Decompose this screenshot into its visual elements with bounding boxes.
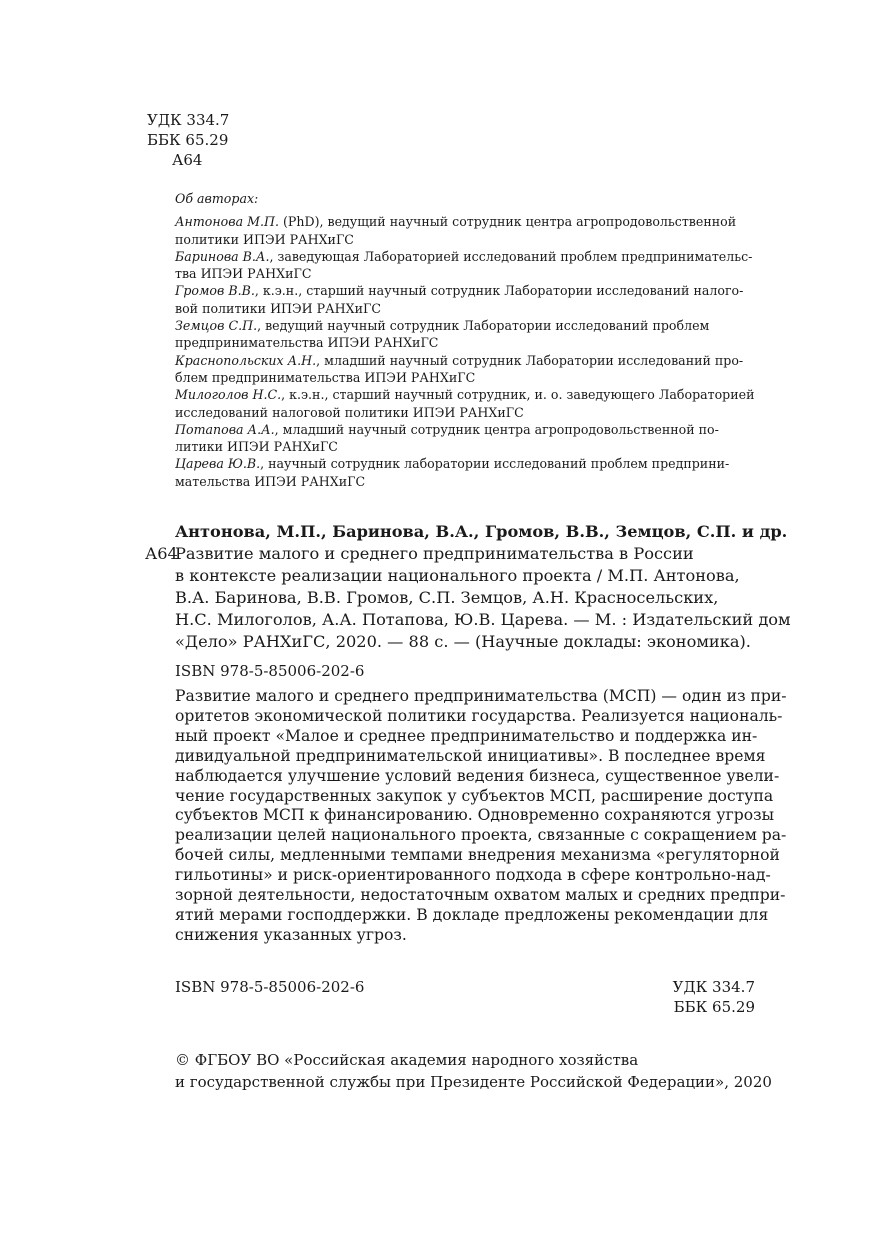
biblio-authors: Антонова, М.П., Баринова, В.А., Громов, В.В., Земцов, С.П. и др. (175, 522, 788, 541)
author-description: , младший научный сотрудник центра агропродовольственной по- (274, 421, 719, 437)
copyright-line: и государственной службы при Президенте Российской Федерации», 2020 (175, 1073, 772, 1091)
author-name: Громов В.В. (175, 283, 255, 299)
author-line (175, 369, 757, 386)
footer-udk: УДК 334.7 (672, 978, 755, 996)
author-description: , ведущий научный сотрудник Лаборатории исследований проблем (257, 318, 710, 334)
author-name: Земцов С.П. (175, 318, 258, 334)
copyright (175, 1049, 772, 1093)
footer-isbn: ISBN 978-5-85006-202-6 (175, 978, 365, 996)
author-description: литики ИПЭИ РАНХиГС (175, 439, 338, 455)
abstract-line: реализации целей национального проекта, связанные с сокращением ра- (175, 826, 787, 845)
author-line (175, 404, 757, 421)
author-line (175, 265, 757, 282)
author-line (175, 334, 757, 351)
author-line (175, 352, 757, 369)
isbn: ISBN 978-5-85006-202-6 (175, 662, 365, 680)
abstract (175, 687, 787, 946)
abstract-line: субъектов МСП к финансированию. Одновременно сохраняются угрозы (175, 806, 775, 825)
copyright-line: © ФГБОУ ВО «Российская академия народного хозяйства (175, 1051, 639, 1069)
author-sign: А64 (172, 151, 203, 169)
author-name: Потапова А.А. (175, 421, 275, 437)
author-description: , младший научный сотрудник Лаборатории исследований про- (316, 352, 744, 368)
author-description: политики ИПЭИ РАНХиГС (175, 231, 354, 247)
author-description: (PhD), ведущий научный сотрудник центра агропродовольственной (278, 214, 737, 230)
author-line (175, 213, 757, 230)
author-description: , заведующая Лабораторией исследований проблем предпринимательс- (269, 248, 753, 264)
author-name: Баринова В.А. (175, 248, 270, 264)
author-name: Милоголов Н.С. (175, 387, 282, 403)
bibliographic-record (175, 521, 791, 653)
biblio-line: Н.С. Милоголов, А.А. Потапова, Ю.В. Царева. — М. : Издательский дом (175, 610, 791, 629)
author-line (175, 473, 757, 490)
author-description: , к.э.н., старший научный сотрудник Лаборатории исследований налого- (254, 283, 744, 299)
abstract-line: ятий мерами господдержки. В докладе предложены рекомендации для (175, 905, 769, 924)
abstract-line: оритетов экономической политики государства. Реализуется националь- (175, 706, 783, 725)
abstract-line: Развитие малого и среднего предпринимательства (МСП) — один из при- (175, 687, 787, 705)
author-line (175, 386, 757, 403)
abstract-line: бочей силы, медленными темпами внедрения механизма «регуляторной (175, 846, 780, 865)
author-name: Царева Ю.В. (175, 456, 261, 472)
biblio-line: «Дело» РАНХиГС, 2020. — 88 с. — (Научные доклады: экономика). (175, 632, 751, 651)
author-line (175, 231, 757, 248)
about-authors (175, 190, 757, 490)
author-description: , научный сотрудник лаборатории исследований проблем предприни- (260, 456, 730, 472)
abstract-line: чение государственных закупок у субъектов МСП, расширение доступа (175, 786, 774, 805)
author-description: предпринимательства ИПЭИ РАНХиГС (175, 335, 439, 351)
author-description: исследований налоговой политики ИПЭИ РАНХиГС (175, 404, 524, 420)
author-line (175, 248, 757, 265)
biblio-line: Развитие малого и среднего предпринимательства в России (175, 544, 694, 563)
author-line (175, 455, 757, 472)
author-line (175, 421, 757, 438)
author-description: вой политики ИПЭИ РАНХиГС (175, 300, 381, 316)
abstract-line: снижения указанных угроз. (175, 925, 407, 944)
abstract-line: гильотины» и риск-ориентированного подхода в сфере контрольно-над- (175, 866, 771, 885)
author-line (175, 317, 757, 334)
author-description: блем предпринимательства ИПЭИ РАНХиГС (175, 369, 476, 385)
abstract-line: зорной деятельности, недостаточным охватом малых и средних предпри- (175, 886, 786, 905)
author-line (175, 282, 757, 299)
udk-code: УДК 334.7 (147, 111, 230, 129)
bbk-code: ББК 65.29 (147, 131, 229, 149)
about-authors-list (175, 213, 757, 490)
author-sign-biblio: А64 (145, 544, 178, 563)
abstract-line: дивидуальной предпринимательской инициативы». В последнее время (175, 746, 766, 765)
footer-bbk: ББК 65.29 (673, 998, 755, 1016)
abstract-line: наблюдается улучшение условий ведения бизнеса, существенное увели- (175, 766, 780, 785)
abstract-line: ный проект «Малое и среднее предпринимательство и поддержка ин- (175, 726, 758, 745)
author-line (175, 300, 757, 317)
author-name: Антонова М.П. (175, 214, 279, 230)
author-description: , к.э.н., старший научный сотрудник, и. о. заведующего Лабораторией (281, 387, 755, 403)
biblio-line: В.А. Баринова, В.В. Громов, С.П. Земцов, А.Н. Красносельских, (175, 588, 719, 607)
biblio-line: в контексте реализации национального проекта / М.П. Антонова, (175, 566, 740, 585)
author-description: тва ИПЭИ РАНХиГС (175, 266, 312, 282)
author-description: мательства ИПЭИ РАНХиГС (175, 473, 366, 489)
author-line (175, 438, 757, 455)
about-authors-heading: Об авторах: (175, 191, 259, 206)
author-name: Краснопольских А.Н. (175, 352, 317, 368)
biblio-description (175, 543, 791, 653)
